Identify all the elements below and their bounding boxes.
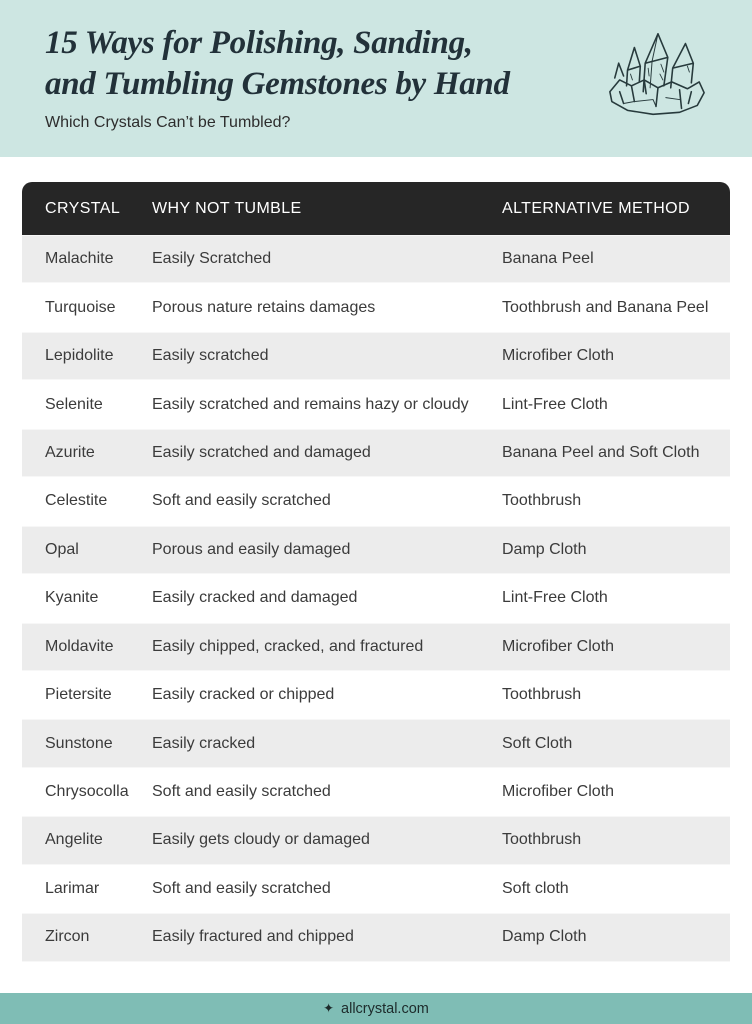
reason-cell: Easily cracked or chipped — [152, 686, 335, 704]
method-cell: Banana Peel — [502, 250, 594, 268]
reason-cell: Easily scratched and damaged — [152, 443, 371, 461]
crystal-name-cell: Chrysocolla — [45, 783, 129, 801]
table-row — [22, 574, 730, 622]
page-title-line-1: 15 Ways for Polishing, Sanding, — [45, 25, 473, 61]
table-row — [22, 235, 730, 283]
table-row — [22, 865, 730, 913]
table-row — [22, 429, 730, 477]
reason-cell: Soft and easily scratched — [152, 492, 331, 510]
reason-cell: Porous nature retains damages — [152, 298, 376, 316]
method-cell: Lint-Free Cloth — [502, 589, 608, 607]
table-row — [22, 283, 730, 331]
crystal-name-cell: Pietersite — [45, 686, 112, 704]
reason-cell: Easily chipped, cracked, and fractured — [152, 637, 424, 655]
crystal-cluster-icon — [602, 28, 710, 124]
crystal-name-cell: Celestite — [45, 492, 108, 510]
crystal-name-cell: Kyanite — [45, 589, 99, 607]
crystal-name-cell: Moldavite — [45, 637, 114, 655]
crystal-name-cell: Turquoise — [45, 298, 116, 316]
reason-cell: Easily Scratched — [152, 250, 272, 268]
reason-cell: Easily gets cloudy or damaged — [152, 831, 370, 849]
reason-cell: Porous and easily damaged — [152, 540, 351, 558]
method-cell: Toothbrush — [502, 831, 582, 849]
crystal-name-cell: Angelite — [45, 831, 103, 849]
table-row — [22, 623, 730, 671]
table-row — [22, 719, 730, 767]
table-row — [22, 671, 730, 719]
column-header-alternative-method: ALTERNATIVE METHOD — [502, 199, 690, 217]
header — [0, 0, 752, 157]
method-cell: Toothbrush — [502, 686, 582, 704]
column-header-crystal: CRYSTAL — [45, 199, 121, 217]
method-cell: Damp Cloth — [502, 540, 587, 558]
reason-cell: Easily cracked — [152, 734, 256, 752]
page-subtitle: Which Crystals Can’t be Tumbled? — [45, 114, 291, 131]
reason-cell: Soft and easily scratched — [152, 783, 331, 801]
reason-cell: Easily cracked and damaged — [152, 589, 358, 607]
table-row — [22, 332, 730, 380]
footer-site-label: allcrystal.com — [341, 1000, 429, 1017]
table-row — [22, 477, 730, 525]
footer — [0, 993, 752, 1024]
table-row — [22, 526, 730, 574]
method-cell: Soft Cloth — [502, 734, 573, 752]
method-cell: Toothbrush — [502, 492, 582, 510]
crystal-name-cell: Lepidolite — [45, 347, 114, 365]
column-header-why-not-tumble: WHY NOT TUMBLE — [152, 199, 302, 217]
page-title-line-2: and Tumbling Gemstones by Hand — [45, 66, 510, 102]
method-cell: Toothbrush and Banana Peel — [502, 298, 709, 316]
method-cell: Soft cloth — [502, 879, 569, 897]
method-cell: Lint-Free Cloth — [502, 395, 608, 413]
crystal-name-cell: Selenite — [45, 395, 103, 413]
reason-cell: Easily fractured and chipped — [152, 928, 354, 946]
method-cell: Banana Peel and Soft Cloth — [502, 443, 700, 461]
sparkle-icon: ✦ — [323, 1000, 335, 1016]
crystal-name-cell: Zircon — [45, 928, 90, 946]
table-row — [22, 768, 730, 816]
method-cell: Microfiber Cloth — [502, 347, 615, 365]
crystal-name-cell: Opal — [45, 540, 79, 558]
table-row — [22, 380, 730, 428]
method-cell: Microfiber Cloth — [502, 783, 615, 801]
reason-cell: Easily scratched — [152, 347, 269, 365]
method-cell: Microfiber Cloth — [502, 637, 615, 655]
reason-cell: Soft and easily scratched — [152, 879, 331, 897]
reason-cell: Easily scratched and remains hazy or cloudy — [152, 395, 469, 413]
crystal-name-cell: Azurite — [45, 443, 95, 461]
crystals-table — [22, 182, 730, 962]
table-row — [22, 816, 730, 864]
crystal-name-cell: Larimar — [45, 879, 100, 897]
method-cell: Damp Cloth — [502, 928, 587, 946]
table-header-row — [22, 182, 730, 235]
crystal-name-cell: Malachite — [45, 250, 114, 268]
table-row — [22, 913, 730, 961]
crystal-name-cell: Sunstone — [45, 734, 113, 752]
table-body — [22, 235, 730, 962]
